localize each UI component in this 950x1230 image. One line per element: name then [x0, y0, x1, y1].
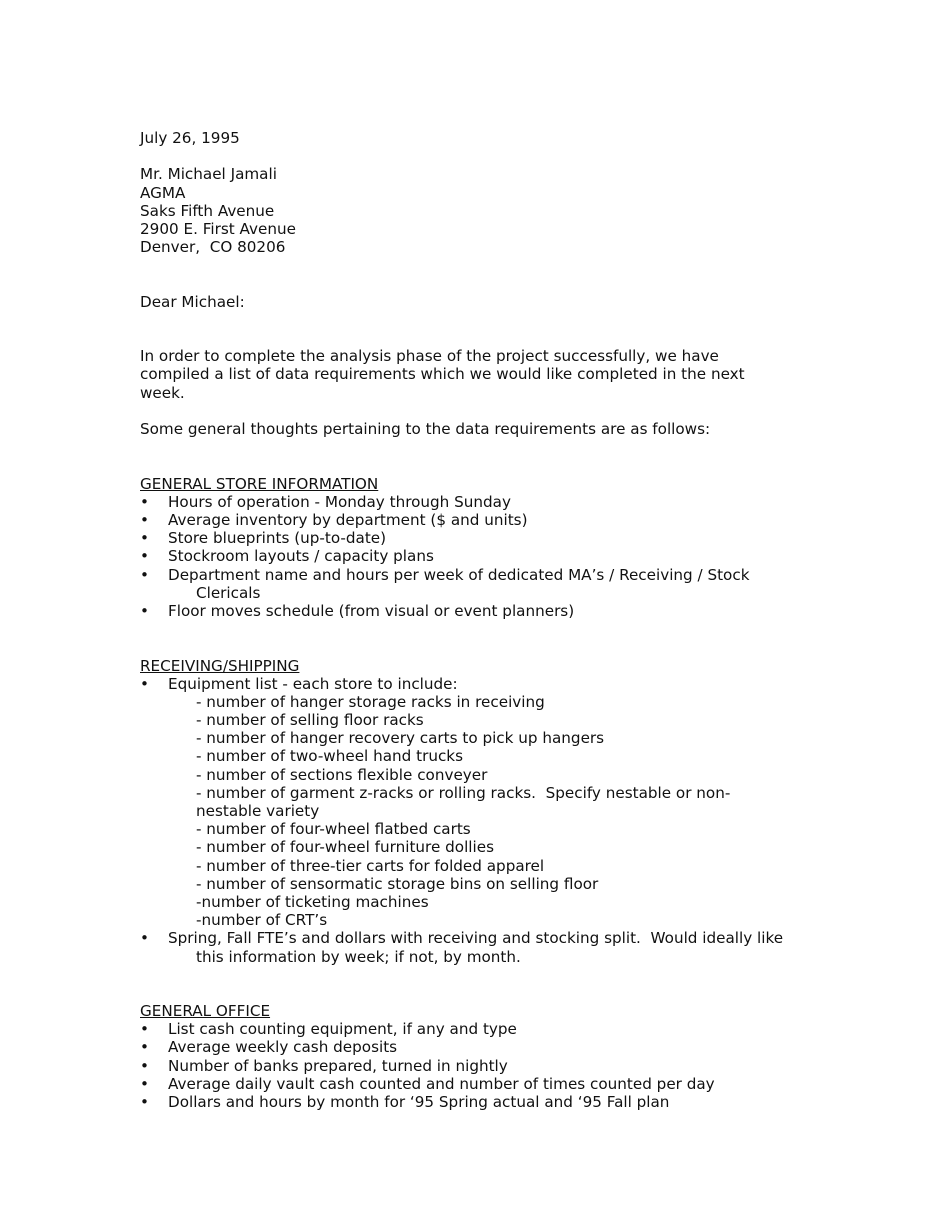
list-item	[140, 566, 840, 602]
list-item-text: Number of banks prepared, turned in nightly	[168, 1056, 508, 1075]
list-item	[140, 1093, 840, 1111]
intro-line: week.	[140, 383, 185, 402]
list-item	[140, 529, 840, 547]
spacer	[140, 438, 840, 474]
sub-item: - number of sensormatic storage bins on selling floor	[196, 874, 599, 893]
recipient-name: Mr. Michael Jamali	[140, 165, 277, 184]
list-item-continuation: Clericals	[196, 583, 261, 602]
sub-item: - number of hanger recovery carts to pick up hangers	[196, 729, 605, 748]
bullet-icon: •	[140, 601, 149, 620]
bullet-icon: •	[140, 929, 149, 948]
sub-item: - number of three-tier carts for folded apparel	[196, 856, 545, 875]
sub-item: - number of selling floor racks	[196, 711, 424, 730]
bullet-icon: •	[140, 674, 149, 693]
spacer	[140, 256, 840, 292]
list-item	[140, 1075, 840, 1093]
recipient-address	[140, 165, 840, 256]
list-item-text: Equipment list - each store to include:	[168, 674, 458, 693]
list-item	[140, 511, 840, 529]
sub-item: - number of garment z-racks or rolling racks. Specify nestable or non-	[196, 783, 731, 802]
list-item-text: Dollars and hours by month for ‘95 Spring actual and ‘95 Fall plan	[168, 1093, 670, 1112]
list-item	[140, 675, 840, 930]
spacer	[140, 966, 840, 1002]
recipient-title: AGMA	[140, 183, 186, 202]
sub-item: - number of four-wheel furniture dollies	[196, 838, 494, 857]
list-item	[140, 547, 840, 565]
recipient-company: Saks Fifth Avenue	[140, 201, 275, 220]
recipient-street: 2900 E. First Avenue	[140, 219, 296, 238]
spacer	[140, 620, 840, 656]
list-item-continuation: this information by week; if not, by month.	[196, 947, 521, 966]
list-item	[140, 493, 840, 511]
list-item-text: Department name and hours per week of dedicated MA’s / Receiving / Stock	[168, 565, 750, 584]
list-item	[140, 1057, 840, 1075]
bullet-icon: •	[140, 529, 149, 548]
receiving-section	[140, 657, 840, 966]
intro-line: In order to complete the analysis phase of the project successfully, we have	[140, 347, 719, 366]
bullet-icon: •	[140, 492, 149, 511]
spacer	[140, 402, 840, 420]
sub-item: - number of two-wheel hand trucks	[196, 747, 463, 766]
general-store-list	[140, 493, 840, 620]
general-thoughts: Some general thoughts pertaining to the data requirements are as follows:	[140, 420, 711, 439]
bullet-icon: •	[140, 1020, 149, 1039]
list-item	[140, 602, 840, 620]
letter-date: July 26, 1995	[140, 129, 240, 147]
section-heading-receiving: RECEIVING/SHIPPING	[140, 656, 300, 675]
list-item-text: Hours of operation - Monday through Sunday	[168, 492, 511, 511]
bullet-icon: •	[140, 1074, 149, 1093]
general-store-section	[140, 475, 840, 621]
sub-item: -number of ticketing machines	[196, 892, 429, 911]
list-item-text: Floor moves schedule (from visual or event planners)	[168, 601, 575, 620]
sub-item: - number of hanger storage racks in receiving	[196, 692, 545, 711]
list-item-text: Stockroom layouts / capacity plans	[168, 547, 434, 566]
spacer	[140, 147, 840, 165]
bullet-icon: •	[140, 1038, 149, 1057]
sub-item: - number of sections flexible conveyer	[196, 765, 488, 784]
sub-item: nestable variety	[196, 802, 320, 820]
list-item-text: Spring, Fall FTE’s and dollars with receiving and stocking split. Would ideally like	[168, 929, 784, 948]
spacer	[140, 311, 840, 347]
bullet-icon: •	[140, 1093, 149, 1112]
sub-item: - number of four-wheel flatbed carts	[196, 820, 471, 839]
section-heading-general-store: GENERAL STORE INFORMATION	[140, 474, 379, 493]
equipment-sublist	[168, 693, 840, 929]
bullet-icon: •	[140, 547, 149, 566]
intro-paragraph	[140, 347, 840, 402]
list-item-text: Average daily vault cash counted and number of times counted per day	[168, 1074, 715, 1093]
bullet-icon: •	[140, 510, 149, 529]
sub-item: -number of CRT’s	[196, 911, 328, 930]
list-item-text: Average weekly cash deposits	[168, 1038, 398, 1057]
bullet-icon: •	[140, 565, 149, 584]
list-item	[140, 1020, 840, 1038]
recipient-city: Denver, CO 80206	[140, 238, 286, 257]
receiving-list	[140, 675, 840, 966]
list-item-text: Store blueprints (up-to-date)	[168, 529, 387, 548]
intro-line: compiled a list of data requirements which we would like completed in the next	[140, 365, 745, 384]
list-item-text: List cash counting equipment, if any and type	[168, 1020, 517, 1039]
bullet-icon: •	[140, 1056, 149, 1075]
general-office-section	[140, 1002, 840, 1111]
list-item	[140, 929, 840, 965]
list-item-text: Average inventory by department ($ and units)	[168, 510, 528, 529]
salutation: Dear Michael:	[140, 292, 245, 311]
letter-page	[140, 129, 840, 1111]
section-heading-general-office: GENERAL OFFICE	[140, 1002, 271, 1021]
general-office-list	[140, 1020, 840, 1111]
list-item	[140, 1038, 840, 1056]
